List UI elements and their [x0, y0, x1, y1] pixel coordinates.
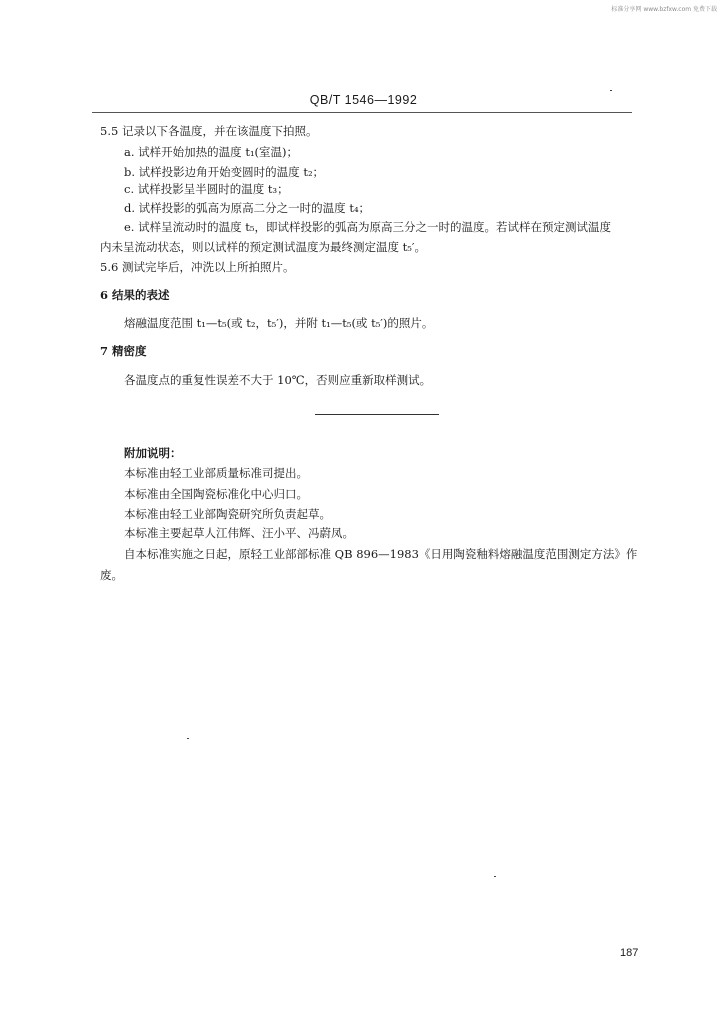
section-5-5-item-d: d. 试样投影的弧高为原高二分之一时的温度 t₄；: [124, 201, 371, 215]
scan-speck: [610, 90, 612, 91]
section-5-5-item-b: b. 试样投影边角开始变圆时的温度 t₂；: [124, 165, 325, 179]
section-6-heading: 6 结果的表述: [100, 288, 170, 302]
additional-note-line: 本标准主要起草人江伟辉、汪小平、冯蔚凤。: [124, 526, 354, 540]
section-5-5-item-e: e. 试样呈流动时的温度 t₅，即试样投影的弧高为原高三分之一时的温度。若试样在预定测试温度: [124, 220, 611, 234]
additional-notes-heading: 附加说明：: [124, 446, 182, 460]
page-number: 187: [620, 947, 639, 959]
standard-number-header: QB/T 1546—1992: [309, 93, 418, 107]
header-rule: [92, 112, 632, 113]
additional-note-line: 本标准由轻工业部陶瓷研究所负责起草。: [124, 507, 331, 521]
additional-note-line: 本标准由轻工业部质量标准司提出。: [124, 466, 308, 480]
section-5-5-heading: 5.5 记录以下各温度，并在该温度下拍照。: [100, 124, 318, 138]
additional-note-line: 自本标准实施之日起，原轻工业部部标准 QB 896—1983《日用陶瓷釉料熔融温度范围测定方法》作: [124, 547, 638, 561]
end-of-text-rule: [315, 414, 439, 415]
section-5-5-item-c: c. 试样投影呈半圆时的温度 t₃；: [124, 182, 289, 196]
section-5-6: 5.6 测试完毕后，冲洗以上所拍照片。: [100, 260, 295, 274]
section-5-5-item-a: a. 试样开始加热的温度 t₁(室温)；: [124, 145, 299, 159]
section-6-body: 熔融温度范围 t₁—t₅(或 t₂，t₅′)，并附 t₁—t₅(或 t₅′)的照片。: [124, 316, 434, 330]
section-7-heading: 7 精密度: [100, 344, 147, 358]
additional-notes-continuation: 废。: [100, 568, 123, 582]
section-5-5-continuation: 内未呈流动状态，则以试样的预定测试温度为最终测定温度 t₅′。: [100, 240, 426, 254]
scan-speck: [187, 738, 189, 739]
section-7-body: 各温度点的重复性误差不大于 10℃，否则应重新取样测试。: [124, 373, 432, 387]
scan-speck: [494, 876, 496, 877]
additional-note-line: 本标准由全国陶瓷标准化中心归口。: [124, 487, 308, 501]
watermark-text: 标准分享网 www.bzfxw.com 免费下载: [611, 6, 717, 13]
